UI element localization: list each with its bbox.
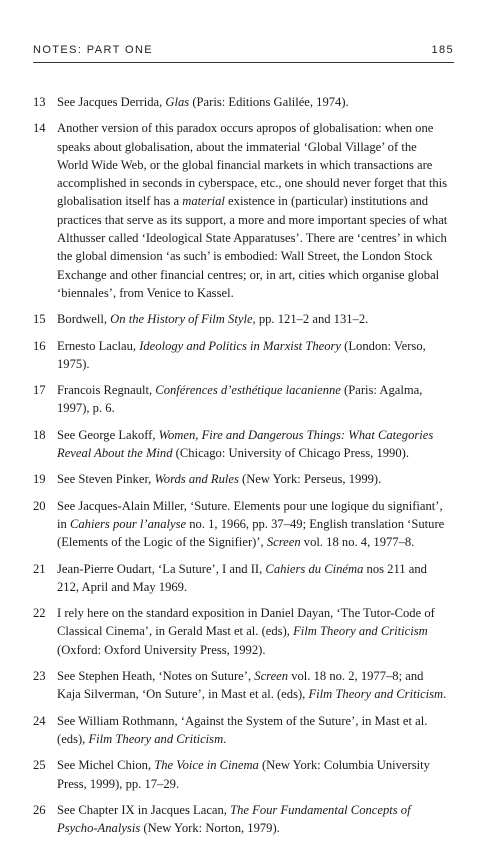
italic-title: On the History of Film Style bbox=[110, 312, 253, 327]
text-run: See George Lakoff, bbox=[57, 427, 159, 442]
endnote-text bbox=[57, 712, 449, 749]
italic-title: The Four Fundamental Concepts of Psycho-Analysis bbox=[57, 802, 411, 836]
text-run: See William Rothmann, ‘Against the System of the Suture’, in Mast et al. (eds), bbox=[57, 713, 428, 746]
text-run: See Jacques Derrida, bbox=[57, 95, 166, 109]
italic-title: Glas bbox=[165, 95, 190, 109]
text-run: no. 1, 1966, pp. 37–49; English translation ‘Suture (Elements of the Logic of the Signifier)’, bbox=[57, 516, 445, 550]
running-header bbox=[33, 44, 454, 56]
text-run: See Steven Pinker, bbox=[57, 472, 155, 487]
italic-title: Screen bbox=[254, 669, 289, 684]
endnote-number: 20 bbox=[33, 498, 46, 513]
header-rule bbox=[33, 62, 454, 63]
running-head-title: NOTES: PART ONE bbox=[33, 44, 154, 56]
endnote-text bbox=[57, 801, 449, 838]
endnote-20 bbox=[33, 497, 449, 552]
text-run: I rely here on the standard exposition in Daniel Dayan, ‘The Tutor-Code of Classical Cinema’, in Gerald Mast et al. (eds), bbox=[57, 606, 435, 639]
italic-title: Film Theory and Criticism bbox=[293, 624, 428, 639]
text-run: , pp. 121–2 and 131–2. bbox=[252, 312, 369, 327]
text-run: vol. 18 no. 2, 1977–8; and Kaja Silverman, ‘On Suture’, in Mast et al. (eds), bbox=[57, 669, 424, 702]
text-run: See Michel Chion, bbox=[57, 758, 155, 773]
endnote-number: 14 bbox=[33, 121, 46, 136]
endnote-number: 25 bbox=[33, 758, 46, 773]
endnote-number: 13 bbox=[33, 95, 46, 109]
text-run: . bbox=[223, 731, 227, 746]
endnote-14 bbox=[33, 119, 449, 302]
italic-title: Film Theory and Criticism bbox=[308, 687, 444, 702]
endnote-17 bbox=[33, 381, 449, 418]
text-run: Ernesto Laclau, bbox=[57, 338, 140, 353]
endnote-13 bbox=[33, 93, 449, 111]
endnote-number: 24 bbox=[33, 713, 46, 728]
endnote-number: 16 bbox=[33, 338, 46, 353]
endnote-18 bbox=[33, 426, 449, 463]
text-run: Bordwell, bbox=[57, 312, 111, 327]
endnote-text bbox=[57, 93, 449, 111]
endnote-text bbox=[57, 381, 449, 418]
text-run: (New York: Perseus, 1999). bbox=[238, 472, 382, 487]
italic-title: material bbox=[182, 194, 225, 209]
endnote-number: 15 bbox=[33, 312, 46, 327]
endnote-25 bbox=[33, 756, 449, 793]
endnote-text bbox=[57, 426, 449, 463]
endnote-text bbox=[57, 497, 449, 552]
italic-title: Cahiers du Cinéma bbox=[265, 561, 364, 576]
endnote-15 bbox=[33, 310, 449, 328]
text-run: (Paris: Agalma, 1997), p. 6. bbox=[57, 383, 423, 416]
italic-title: Words and Rules bbox=[154, 472, 239, 487]
endnote-number: 23 bbox=[33, 669, 46, 684]
text-run: (London: Verso, 1975). bbox=[57, 338, 426, 371]
text-run: vol. 18 no. 4, 1977–8. bbox=[300, 535, 415, 550]
endnote-24 bbox=[33, 712, 449, 749]
text-run: (Oxford: Oxford University Press, 1992). bbox=[57, 642, 266, 657]
text-run: See Jacques-Alain Miller, ‘Suture. Elements pour une logique du signifiant’, in bbox=[57, 498, 443, 531]
endnote-text bbox=[57, 604, 449, 659]
italic-title: Cahiers pour l’analyse bbox=[69, 516, 187, 531]
text-run: (New York: Norton, 1979). bbox=[140, 821, 280, 836]
text-run: See Chapter IX in Jacques Lacan, bbox=[57, 802, 231, 817]
endnote-26 bbox=[33, 801, 449, 838]
italic-title: Screen bbox=[266, 535, 301, 550]
endnote-number: 18 bbox=[33, 427, 46, 442]
text-run: Another version of this paradox occurs apropos of globalisation: when one speaks about globalisation, about the immaterial ‘Global Village’ of the World Wide Web, or the global financial markets in which transactions are accomplished in seconds in cyberspace, etc., one should never forget that this globalisation itself has a bbox=[57, 121, 448, 209]
endnote-21 bbox=[33, 560, 449, 597]
endnote-text bbox=[57, 337, 449, 374]
text-run: Jean-Pierre Oudart, ‘La Suture’, I and II, bbox=[57, 561, 266, 576]
italic-title: Conférences d’esthétique lacanienne bbox=[155, 383, 341, 398]
endnote-22 bbox=[33, 604, 449, 659]
text-run: (Paris: Editions Galilée, 1974). bbox=[189, 95, 349, 109]
italic-title: Ideology and Politics in Marxist Theory bbox=[139, 338, 342, 353]
endnote-23 bbox=[33, 667, 449, 704]
endnote-number: 26 bbox=[33, 802, 46, 817]
italic-title: Women, Fire and Dangerous Things: What Categories Reveal About the Mind bbox=[57, 427, 434, 461]
text-run: Francois Regnault, bbox=[57, 383, 156, 398]
text-run: . bbox=[443, 687, 447, 702]
endnote-number: 19 bbox=[33, 472, 46, 487]
endnote-number: 22 bbox=[33, 606, 46, 621]
endnote-text bbox=[57, 310, 449, 328]
italic-title: Film Theory and Criticism bbox=[88, 731, 224, 746]
text-run: (New York: Columbia University Press, 1999), pp. 17–29. bbox=[57, 758, 430, 791]
endnote-text bbox=[57, 470, 449, 488]
italic-title: The Voice in Cinema bbox=[154, 758, 259, 773]
endnote-number: 17 bbox=[33, 383, 46, 398]
endnote-text bbox=[57, 119, 449, 302]
endnote-16 bbox=[33, 337, 449, 374]
text-run: (Chicago: University of Chicago Press, 1990). bbox=[172, 446, 409, 461]
endnote-number: 21 bbox=[33, 561, 46, 576]
endnote-19 bbox=[33, 470, 449, 488]
page-number: 185 bbox=[431, 44, 454, 56]
text-run: existence in (particular) institutions and practices that serve as its support, a more and more important species of what Althusser called ‘Ideological State Apparatuses’. There are ‘centres’ in which the global dimension ‘as such’ is embodied: Wall Street, the London Stock Exchange and other financial centres; or, in art, cities which organise global ‘biennales’, from Venice to Kassel. bbox=[57, 194, 448, 300]
text-run: See Stephen Heath, ‘Notes on Suture’, bbox=[57, 669, 255, 684]
text-run: nos 211 and 212, April and May 1969. bbox=[57, 561, 427, 594]
endnote-text bbox=[57, 667, 449, 704]
endnote-text bbox=[57, 756, 449, 793]
endnotes-list bbox=[33, 93, 449, 845]
endnote-text bbox=[57, 560, 449, 597]
